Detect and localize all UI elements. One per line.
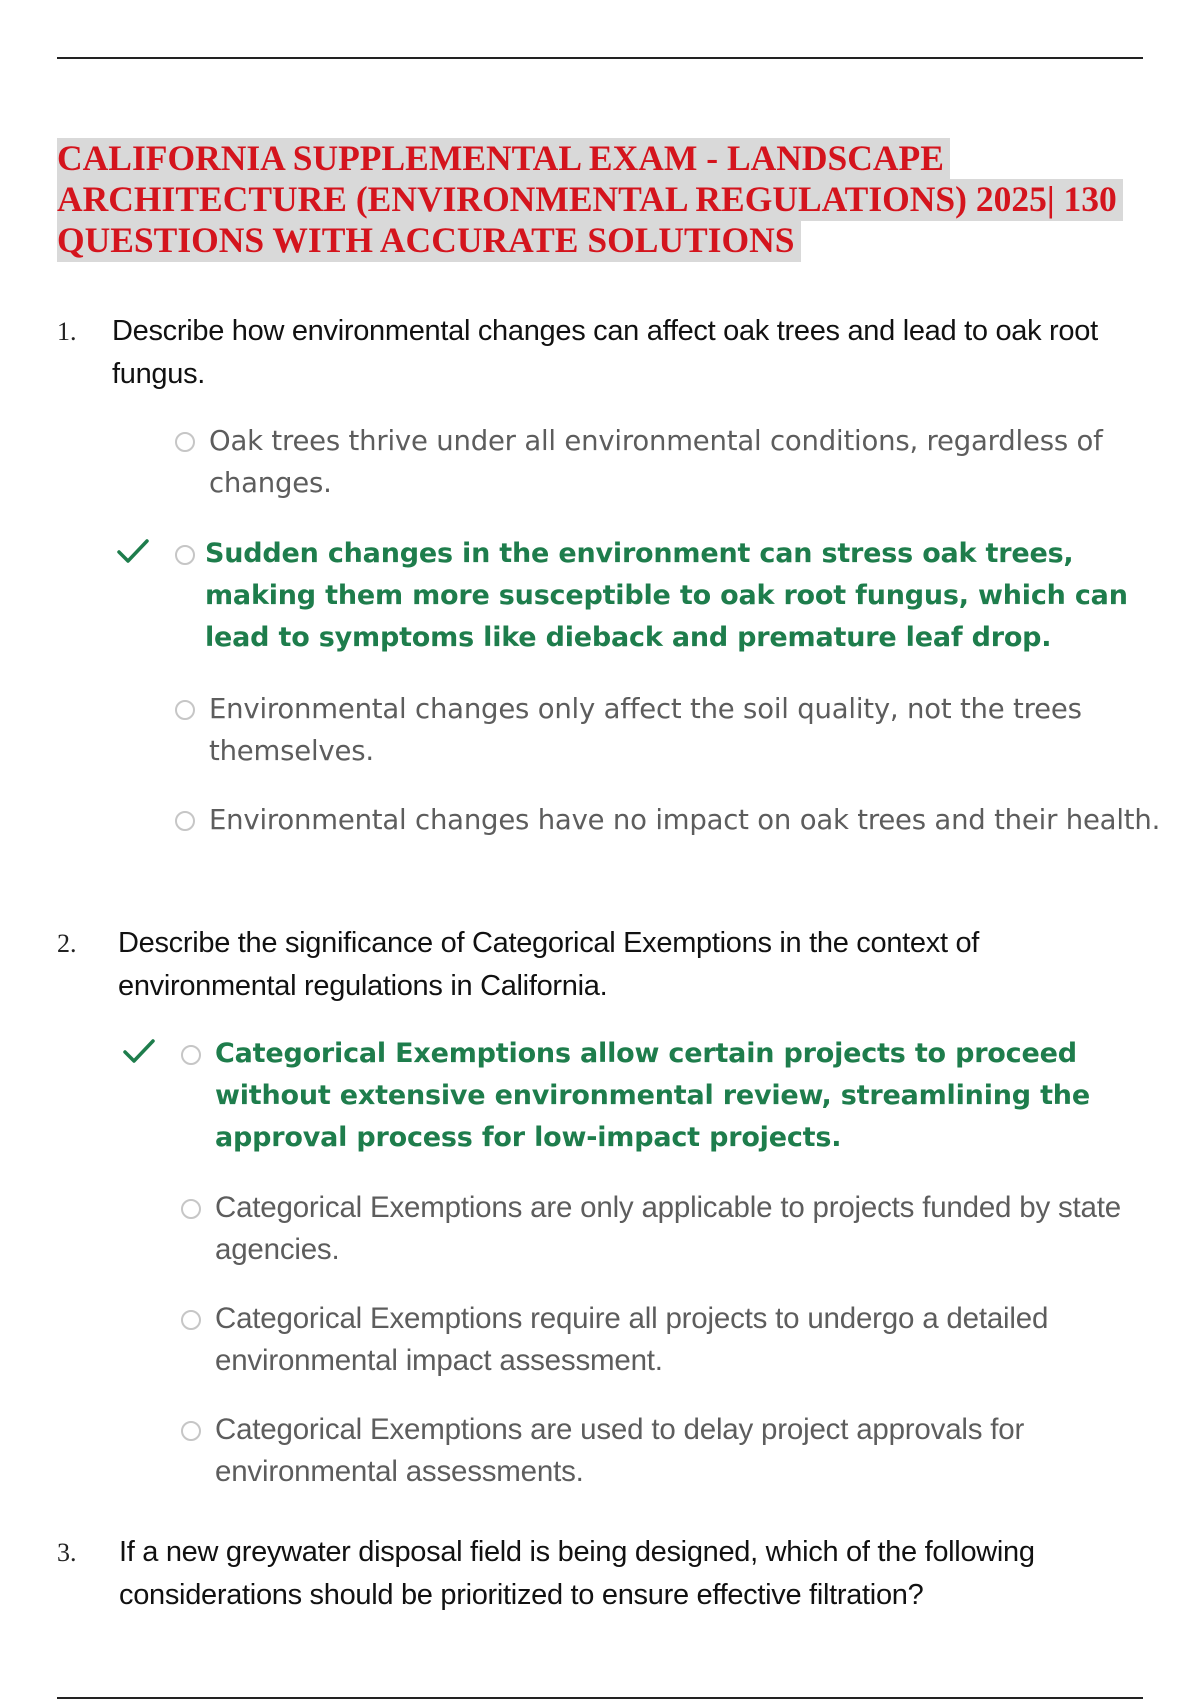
- title-line: ARCHITECTURE (ENVIRONMENTAL REGULATIONS) 2025| 130: [57, 179, 1123, 221]
- check-icon: [113, 531, 153, 571]
- option-text: Categorical Exemptions require all projects to undergo a detailed environmental impact assessment.: [215, 1302, 1049, 1377]
- radio-icon[interactable]: [175, 811, 195, 831]
- question-text: Describe how environmental changes can affect oak trees and lead to oak root fungus.: [112, 315, 1098, 390]
- radio-icon[interactable]: [175, 432, 195, 452]
- option-text: Sudden changes in the environment can stress oak trees, making them more susceptible to oak root fungus, which can lead to symptoms like dieback and premature leaf drop.: [205, 538, 1128, 653]
- question-number: 1.: [57, 317, 77, 346]
- question-text: Describe the significance of Categorical Exemptions in the context of environmental regulations in California.: [118, 927, 980, 1002]
- question-text: If a new greywater disposal field is being designed, which of the following considerations should be prioritized to ensure effective filtration?: [119, 1536, 1035, 1611]
- radio-icon[interactable]: [181, 1421, 201, 1441]
- option-text: Categorical Exemptions allow certain projects to proceed without extensive environmental review, streamlining the approval process for low-impact projects.: [215, 1038, 1090, 1153]
- option-text: Environmental changes only affect the soil quality, not the trees themselves.: [209, 693, 1082, 767]
- radio-icon[interactable]: [181, 1045, 201, 1065]
- check-icon: [119, 1031, 159, 1071]
- radio-icon[interactable]: [175, 700, 195, 720]
- option-text: Categorical Exemptions are used to delay project approvals for environmental assessments.: [215, 1413, 1025, 1488]
- radio-icon[interactable]: [181, 1199, 201, 1219]
- radio-icon[interactable]: [181, 1310, 201, 1330]
- question-number: 2.: [57, 929, 77, 958]
- title-line: CALIFORNIA SUPPLEMENTAL EXAM - LANDSCAPE: [57, 138, 950, 180]
- option-text: Environmental changes have no impact on oak trees and their health.: [209, 804, 1161, 836]
- title-line: QUESTIONS WITH ACCURATE SOLUTIONS: [57, 220, 801, 262]
- top-rule: [57, 57, 1143, 59]
- question-number: 3.: [57, 1538, 77, 1567]
- document-title: [57, 138, 1167, 261]
- bottom-rule: [57, 1697, 1143, 1699]
- option-text: Oak trees thrive under all environmental conditions, regardless of changes.: [209, 425, 1103, 499]
- option-text: Categorical Exemptions are only applicable to projects funded by state agencies.: [215, 1191, 1121, 1266]
- radio-icon[interactable]: [175, 545, 195, 565]
